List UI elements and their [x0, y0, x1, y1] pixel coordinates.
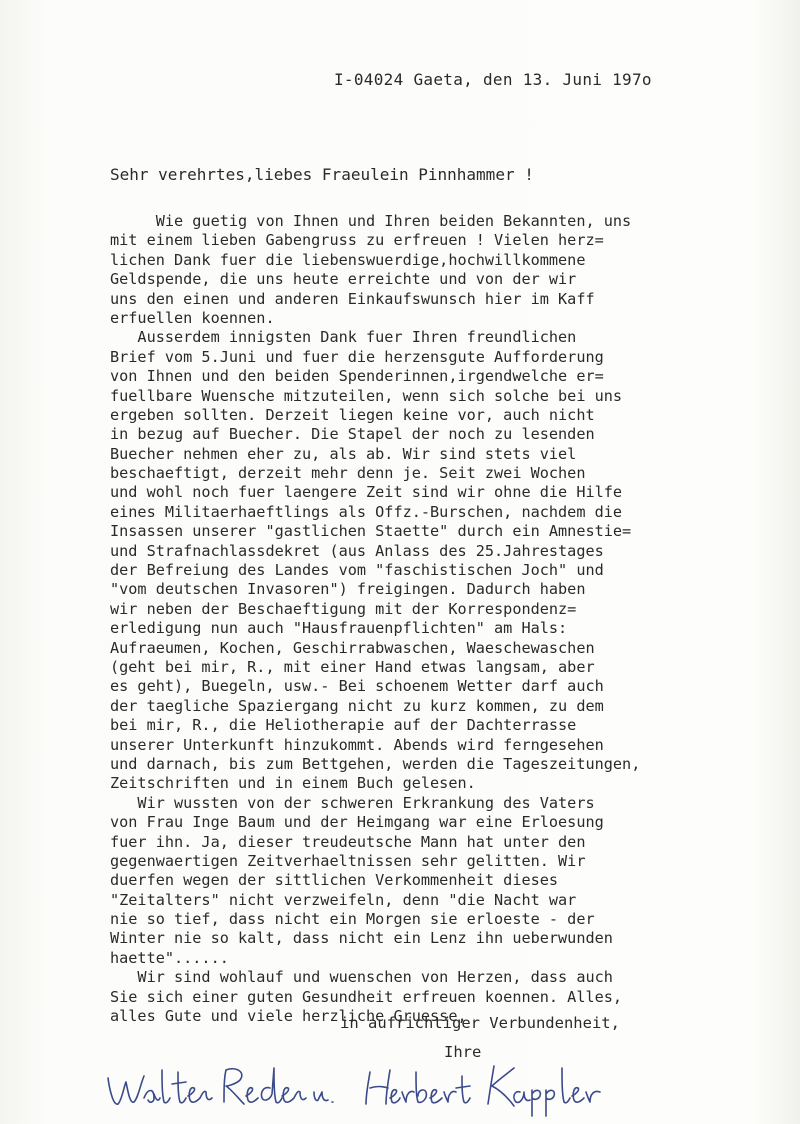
- letter-line: Sie sich einer guten Gesundheit erfreuen koennen. Alles,: [110, 987, 623, 1006]
- letter-line: es geht), Buegeln, usw.- Bei schoenem Wetter darf auch: [110, 677, 604, 696]
- letter-line: ergeben sollten. Derzeit liegen keine vor, auch nicht: [110, 405, 595, 424]
- letter-line: Geldspende, die uns heute erreichte und von der wir: [110, 270, 577, 289]
- letter-line: lichen Dank fuer die liebenswuerdige,hochwillkommene: [110, 250, 586, 269]
- closing-ihre: Ihre: [444, 1043, 482, 1061]
- letter-line: und Strafnachlassdekret (aus Anlass des 25.Jahrestages: [110, 541, 604, 560]
- letter-line: mit einem lieben Gabengruss zu erfreuen ! Vielen herz=: [110, 231, 604, 250]
- letter-line: fuellbare Wuensche mitzuteilen, wenn sich solche bei uns: [110, 386, 623, 405]
- letter-line: beschaeftigt, derzeit mehr denn je. Seit zwei Wochen: [110, 464, 586, 483]
- letter-line: wir neben der Beschaeftigung mit der Korrespondenz=: [110, 599, 577, 618]
- letter-line: in bezug auf Buecher. Die Stapel der noch zu lesenden: [110, 425, 595, 444]
- handwritten-signature: [100, 1058, 620, 1118]
- letter-line: haette"......: [110, 948, 229, 967]
- letter-line: (geht bei mir, R., mit einer Hand etwas langsam, aber: [110, 657, 595, 676]
- letter-line: Aufraeumen, Kochen, Geschirrabwaschen, Waeschewaschen: [110, 638, 595, 657]
- letter-line: Buecher nehmen eher zu, als ab. Wir sind stets viel: [110, 444, 577, 463]
- letter-line: "Zeitalters" nicht verzweifeln, denn "die Nacht war: [110, 890, 577, 909]
- letter-line: unserer Unterkunft hinzukommt. Abends wird ferngesehen: [110, 735, 604, 754]
- letter-line: von Ihnen und den beiden Spenderinnen,irgendwelche er=: [110, 367, 604, 386]
- letter-line: der taegliche Spaziergang nicht zu kurz kommen, zu dem: [110, 696, 604, 715]
- letter-line: "vom deutschen Invasoren") freigingen. Dadurch haben: [110, 580, 586, 599]
- letter-line: Wir sind wohlauf und wuenschen von Herzen, dass auch: [110, 968, 613, 987]
- letter-line: gegenwaertigen Zeitverhaeltnissen sehr gelitten. Wir: [110, 851, 586, 870]
- dateline: I-04024 Gaeta, den 13. Juni 197o: [334, 70, 652, 89]
- letter-line: duerfen wegen der sittlichen Verkommenheit dieses: [110, 871, 559, 890]
- letter-line: Winter nie so kalt, dass nicht ein Lenz ihn ueberwunden: [110, 929, 613, 948]
- letter-line: eines Militaerhaeftlings als Offz.-Burschen, nachdem die: [110, 502, 623, 521]
- letter-line: und wohl noch fuer laengere Zeit sind wir ohne die Hilfe: [110, 483, 623, 502]
- letter-line: erfuellen koennen.: [110, 308, 275, 327]
- letter-line: nie so tief, dass nicht ein Morgen sie erloeste - der: [110, 910, 595, 929]
- signature-drawing: [100, 1058, 620, 1118]
- letter-line: alles Gute und viele herzliche Gruesse,: [110, 1007, 467, 1026]
- letter-line: Insassen unserer "gastlichen Staette" durch ein Amnestie=: [110, 522, 632, 541]
- letter-line: erledigung nun auch "Hausfrauenpflichten" am Hals:: [110, 619, 568, 638]
- letter-line: Zeitschriften und in einem Buch gelesen.: [110, 774, 476, 793]
- letter-line: fuer ihn. Ja, dieser treudeutsche Mann hat unter den: [110, 832, 586, 851]
- letter-line: Wie guetig von Ihnen und Ihren beiden Bekannten, uns: [110, 212, 632, 230]
- letter-line: uns den einen und anderen Einkaufswunsch hier im Kaff: [110, 289, 595, 308]
- letter-line: von Frau Inge Baum und der Heimgang war eine Erloesung: [110, 813, 604, 832]
- letter-line: und darnach, bis zum Bettgehen, werden die Tageszeitungen,: [110, 754, 641, 773]
- letter-line: bei mir, R., die Heliotherapie auf der Dachterrasse: [110, 716, 577, 735]
- letter-line: Wir wussten von der schweren Erkrankung des Vaters: [110, 793, 595, 812]
- salutation: Sehr verehrtes,liebes Fraeulein Pinnhammer !: [110, 165, 534, 184]
- letter-line: der Befreiung des Landes vom "faschistischen Joch" und: [110, 561, 604, 580]
- letter-line: Brief vom 5.Juni und fuer die herzensgute Aufforderung: [110, 347, 604, 366]
- closing-line: in aufrichtiger Verbundenheit,: [340, 1014, 620, 1032]
- letter-body: [110, 212, 800, 1026]
- letter-line: Ausserdem innigsten Dank fuer Ihren freundlichen: [110, 328, 577, 347]
